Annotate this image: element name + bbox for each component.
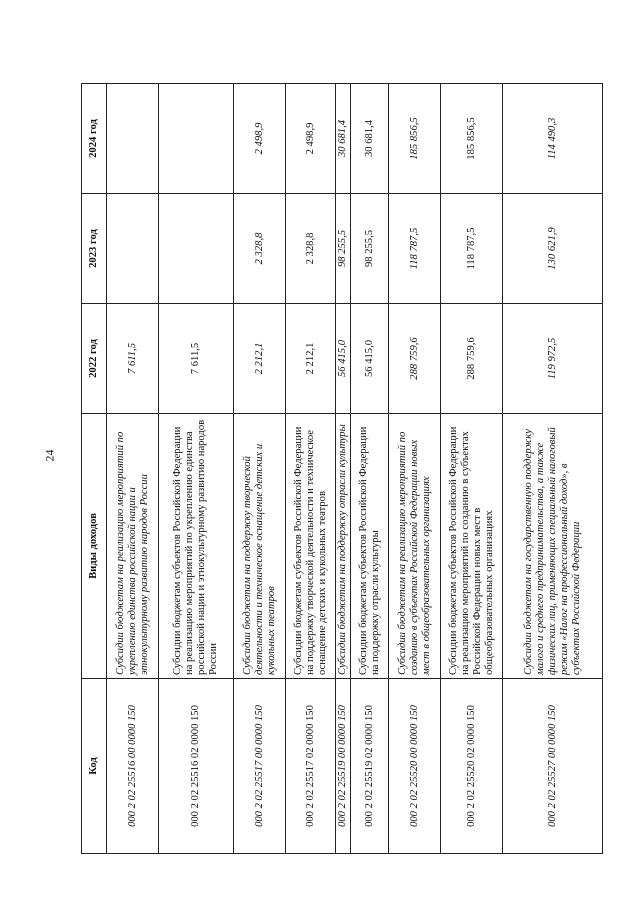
row-value-2023 <box>107 194 159 304</box>
row-value-2024: 2 498,9 <box>286 84 336 194</box>
page-number: 24 <box>42 449 57 462</box>
header-2023: 2023 год <box>82 194 107 304</box>
landscape-content <box>81 84 582 854</box>
row-code: 000 2 02 25527 00 0000 150 <box>503 679 603 854</box>
row-code: 000 2 02 25516 02 0000 150 <box>159 679 234 854</box>
row-description: Субсидии бюджетам на поддержку отрасли культуры <box>336 414 351 679</box>
row-description: Субсидии бюджетам субъектов Российской Федерации на поддержку творческой деятельности и техническое оснащение детских и кукольных театров <box>286 414 336 679</box>
table-body <box>107 84 603 854</box>
row-value-2023: 98 255,5 <box>336 194 351 304</box>
row-value-2022: 2 212,1 <box>286 304 336 414</box>
row-code: 000 2 02 25517 02 0000 150 <box>286 679 336 854</box>
table-row <box>351 84 389 854</box>
row-value-2024: 30 681,4 <box>351 84 389 194</box>
row-code: 000 2 02 25520 02 0000 150 <box>441 679 503 854</box>
row-value-2023: 2 328,8 <box>234 194 286 304</box>
row-value-2023: 118 787,5 <box>441 194 503 304</box>
row-value-2024: 185 856,5 <box>441 84 503 194</box>
header-2022: 2022 год <box>82 304 107 414</box>
row-value-2022: 288 759,6 <box>389 304 441 414</box>
row-value-2022: 56 415,0 <box>351 304 389 414</box>
row-description: Субсидии бюджетам субъектов Российской Федерации на реализацию мероприятий по укреплению единства российской нации и этнокультурному развитию народов России <box>159 414 234 679</box>
rotated-table-area <box>81 84 582 854</box>
row-code: 000 2 02 25520 00 0000 150 <box>389 679 441 854</box>
row-description: Субсидии бюджетам на реализацию мероприятий по укреплению единства российской нации и этнокультурному развитию народов России <box>107 414 159 679</box>
header-code: Код <box>82 679 107 854</box>
table-header-row <box>82 84 107 854</box>
row-value-2022: 288 759,6 <box>441 304 503 414</box>
row-value-2024 <box>107 84 159 194</box>
row-description: Субсидии бюджетам на поддержку творческой деятельности и техническое оснащение детских и кукольных театров <box>234 414 286 679</box>
revenue-table <box>81 83 603 854</box>
table-row <box>336 84 351 854</box>
row-value-2024: 114 490,3 <box>503 84 603 194</box>
row-value-2022: 119 972,5 <box>503 304 603 414</box>
table-row <box>503 84 603 854</box>
row-description: Субсидии бюджетам на государственную поддержку малого и среднего предпринимательства, а также физических лиц, применяющих специальный налоговый режим «Налог на профессиональный доход», в субъектах Российской Федерации <box>503 414 603 679</box>
table-row <box>107 84 159 854</box>
row-description: Субсидии бюджетам на реализацию мероприятий по созданию в субъектах Российской Федерации новых мест в общеобразовательных организациях <box>389 414 441 679</box>
row-code: 000 2 02 25519 02 0000 150 <box>351 679 389 854</box>
row-value-2024 <box>159 84 234 194</box>
table-row <box>234 84 286 854</box>
row-value-2023 <box>159 194 234 304</box>
row-value-2022: 56 415,0 <box>336 304 351 414</box>
row-value-2022: 2 212,1 <box>234 304 286 414</box>
row-description: Субсидии бюджетам субъектов Российской Федерации на реализацию мероприятий по созданию в субъектах Российской Федерации новых мест в общеобразовательных организациях <box>441 414 503 679</box>
row-value-2024: 185 856,5 <box>389 84 441 194</box>
row-value-2023: 118 787,5 <box>389 194 441 304</box>
table-row <box>389 84 441 854</box>
row-value-2024: 2 498,9 <box>234 84 286 194</box>
row-value-2024: 30 681,4 <box>336 84 351 194</box>
row-code: 000 2 02 25517 00 0000 150 <box>234 679 286 854</box>
row-value-2022: 7 611,5 <box>107 304 159 414</box>
row-description: Субсидии бюджетам субъектов Российской Федерации на поддержку отрасли культуры <box>351 414 389 679</box>
row-value-2022: 7 611,5 <box>159 304 234 414</box>
header-2024: 2024 год <box>82 84 107 194</box>
row-code: 000 2 02 25519 00 0000 150 <box>336 679 351 854</box>
row-value-2023: 2 328,8 <box>286 194 336 304</box>
table-row <box>286 84 336 854</box>
header-kind: Виды доходов <box>82 414 107 679</box>
row-value-2023: 98 255,5 <box>351 194 389 304</box>
row-value-2023: 130 621,9 <box>503 194 603 304</box>
table-row <box>441 84 503 854</box>
row-code: 000 2 02 25516 00 0000 150 <box>107 679 159 854</box>
table-row <box>159 84 234 854</box>
